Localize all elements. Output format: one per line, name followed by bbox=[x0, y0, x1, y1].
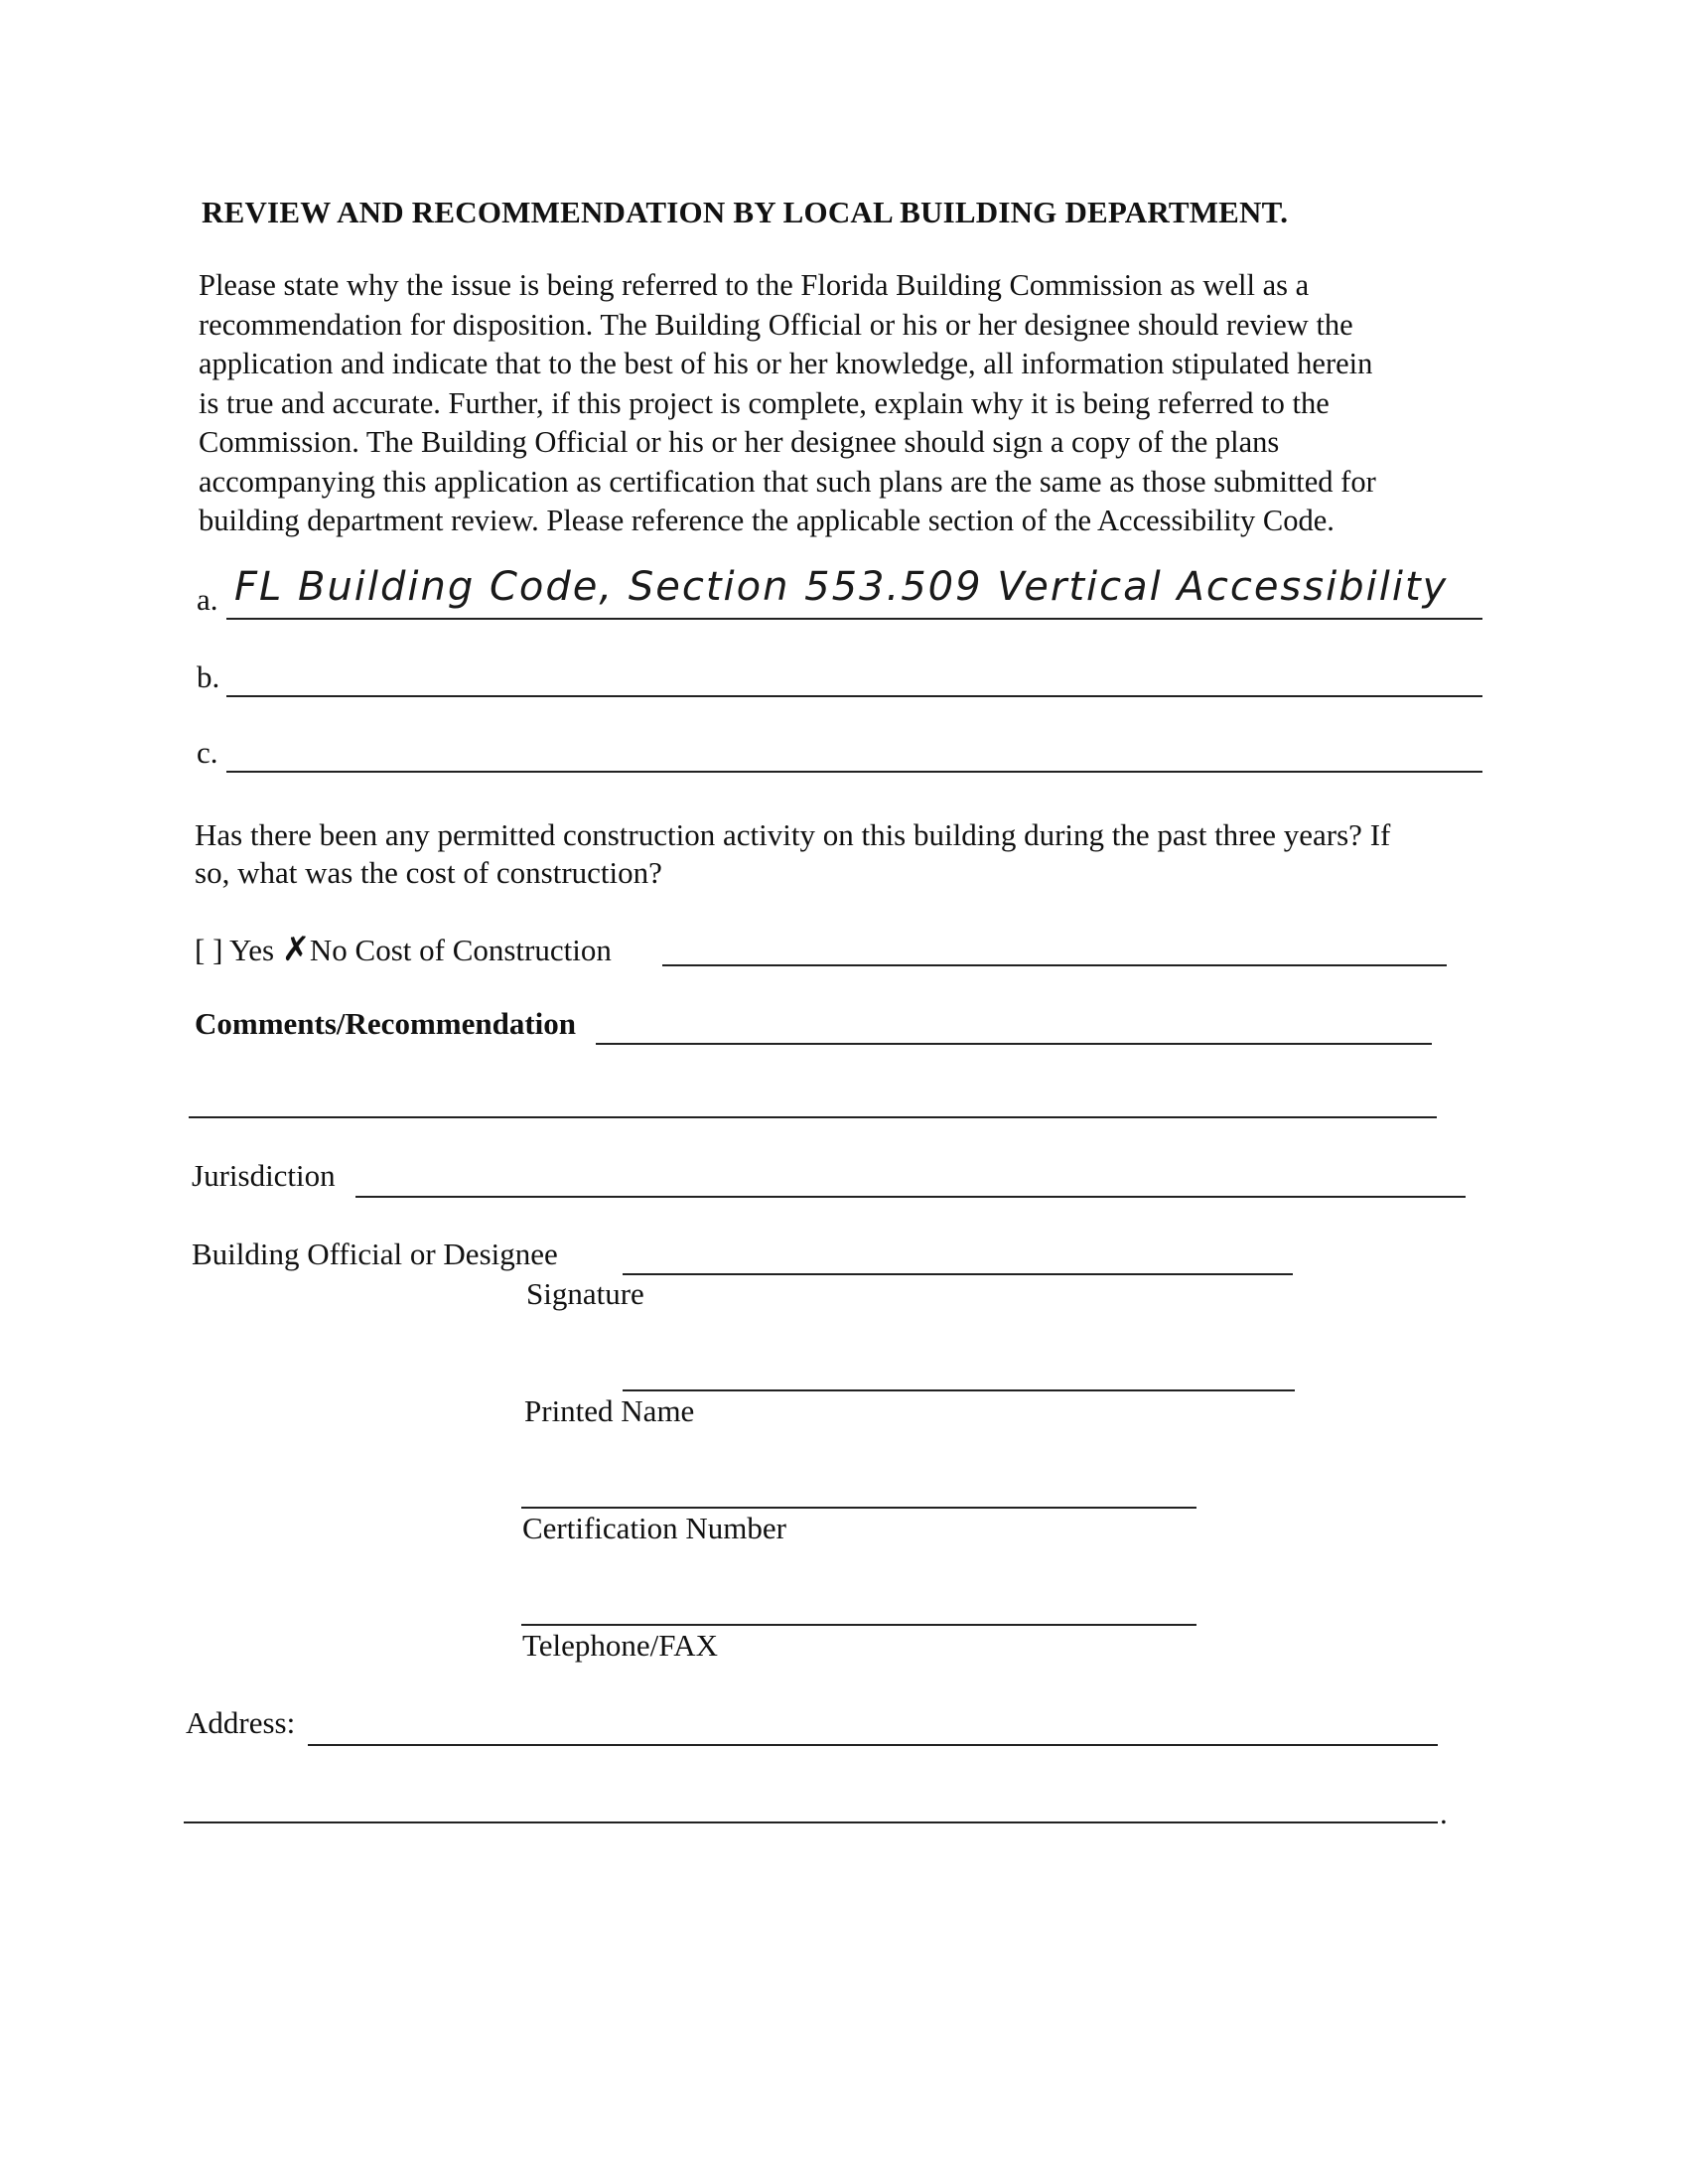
page-title: REVIEW AND RECOMMENDATION BY LOCAL BUILDING DEPARTMENT. bbox=[202, 195, 1289, 229]
printed-name-underline[interactable] bbox=[623, 1389, 1295, 1391]
code-section-b-underline bbox=[226, 695, 1482, 697]
certification-label: Certification Number bbox=[522, 1511, 786, 1545]
construction-answer-row bbox=[195, 930, 612, 969]
instruction-line: building department review. Please reference the applicable section of the Accessibility Code. bbox=[199, 504, 1335, 537]
instruction-line: accompanying this application as certification that such plans are the same as those submitted for bbox=[199, 464, 1376, 499]
no-label: No bbox=[309, 933, 348, 967]
jurisdiction-underline[interactable] bbox=[355, 1196, 1466, 1198]
instruction-line: is true and accurate. Further, if this project is complete, explain why it is being referred to the bbox=[199, 385, 1330, 420]
address-underline-1[interactable] bbox=[308, 1744, 1438, 1746]
comments-underline-2[interactable] bbox=[189, 1116, 1437, 1118]
certification-underline[interactable] bbox=[521, 1507, 1196, 1509]
yes-checkbox[interactable]: [ ] bbox=[195, 933, 223, 967]
instruction-line: recommendation for disposition. The Building Official or his or her designee should review the bbox=[199, 307, 1353, 342]
jurisdiction-label: Jurisdiction bbox=[192, 1158, 336, 1193]
instruction-line: application and indicate that to the best of his or her knowledge, all information stipulated herein bbox=[199, 347, 1373, 380]
instructions-paragraph bbox=[199, 266, 1487, 541]
signature-label: Signature bbox=[526, 1276, 644, 1311]
address-underline-2[interactable] bbox=[184, 1821, 1438, 1823]
code-section-a-label: a. bbox=[197, 582, 218, 617]
instruction-line: Commission. The Building Official or his or her designee should sign a copy of the plans bbox=[199, 425, 1280, 459]
telephone-underline[interactable] bbox=[521, 1624, 1196, 1626]
construction-question bbox=[195, 816, 1390, 892]
instruction-line: Please state why the issue is being referred to the Florida Building Commission as well as a bbox=[199, 268, 1310, 302]
telephone-label: Telephone/FAX bbox=[522, 1628, 718, 1663]
address-end-mark: . bbox=[1440, 1796, 1448, 1830]
question-line: Has there been any permitted construction activity on this building during the past three years? If bbox=[195, 817, 1391, 852]
question-line: so, what was the cost of construction? bbox=[195, 855, 662, 890]
address-label: Address: bbox=[186, 1705, 296, 1740]
comments-underline-1[interactable] bbox=[596, 1043, 1432, 1045]
cost-label: Cost of Construction bbox=[354, 933, 612, 967]
no-checkbox-checked[interactable]: ✗ bbox=[281, 930, 311, 969]
yes-label: Yes bbox=[229, 933, 275, 967]
cost-underline bbox=[662, 964, 1447, 966]
code-section-a-underline bbox=[226, 618, 1482, 620]
code-section-a-field[interactable]: FL Building Code, Section 553.509 Vertical Accessibility bbox=[234, 564, 1449, 610]
printed-name-label: Printed Name bbox=[524, 1393, 695, 1428]
signature-underline[interactable] bbox=[623, 1273, 1293, 1275]
code-section-c-underline bbox=[226, 771, 1482, 773]
official-label: Building Official or Designee bbox=[192, 1237, 558, 1271]
comments-label: Comments/Recommendation bbox=[195, 1006, 577, 1041]
code-section-c-label: c. bbox=[197, 735, 218, 770]
code-section-b-label: b. bbox=[197, 659, 220, 694]
